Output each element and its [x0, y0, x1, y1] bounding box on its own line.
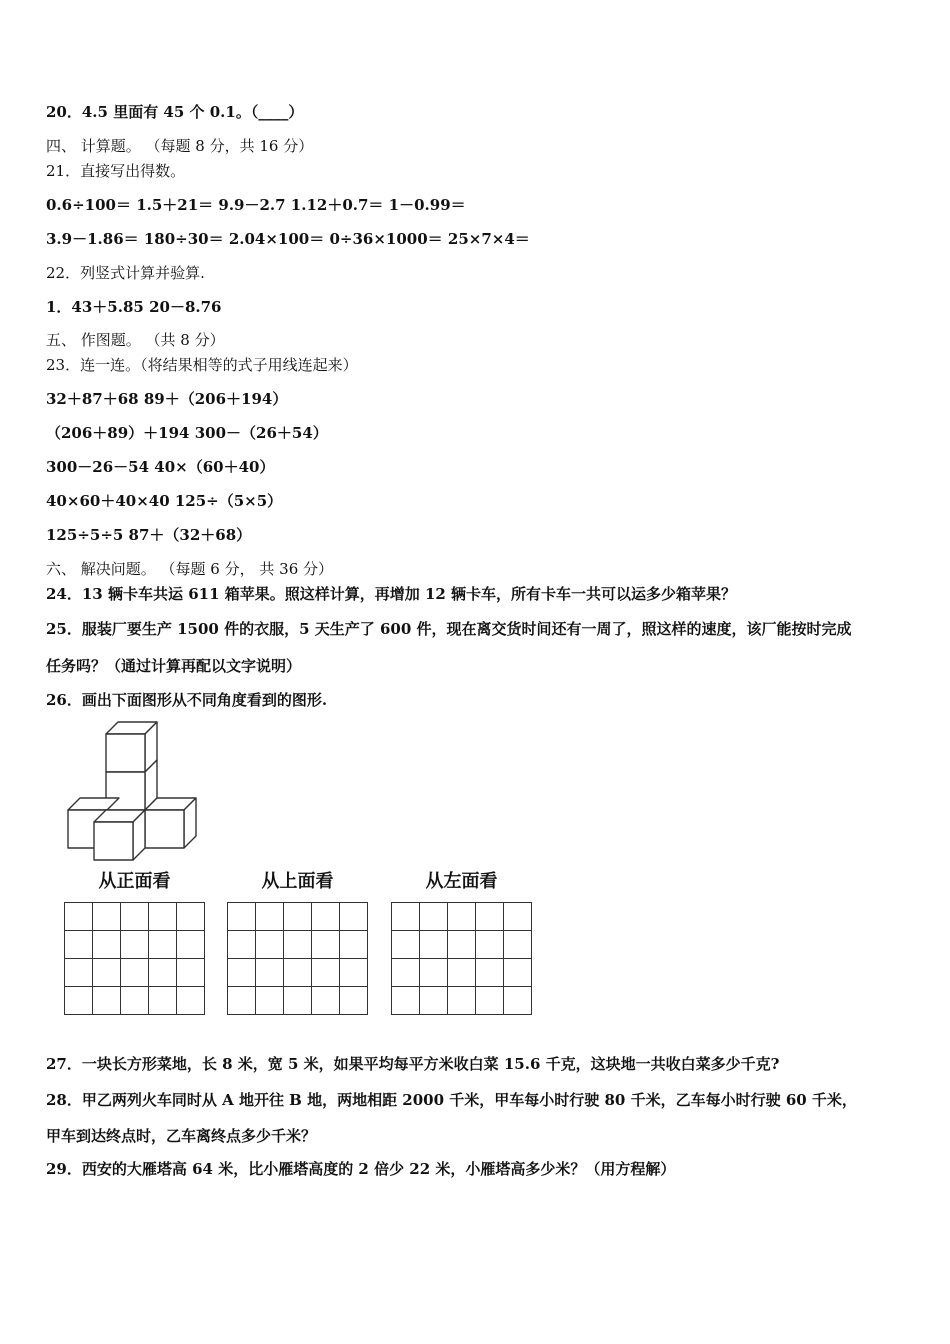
question-23-row-5: 125÷5÷5 87＋（32＋68）: [46, 526, 252, 544]
question-23-row-1: 32＋87＋68 89＋（206＋194）: [46, 390, 288, 408]
question-28-line-2: 甲车到达终点时，乙车离终点多少千米？: [46, 1127, 317, 1145]
top-view-grid[interactable]: [227, 870, 368, 1015]
left-view-grid[interactable]: [391, 870, 532, 1015]
question-25-line-2: 任务吗？（通过计算再配以文字说明）: [46, 657, 302, 675]
question-23-row-4: 40×60＋40×40 125÷（5×5）: [46, 492, 283, 510]
front-view-title: 从正面看: [98, 871, 171, 892]
section-4-heading: 四、 计算题。 （每题 8 分，共 16 分）: [46, 137, 314, 155]
section-5-heading: 五、 作图题。 （共 8 分）: [46, 331, 225, 349]
top-view-title: 从上面看: [261, 871, 334, 892]
cube-figure: [62, 718, 202, 868]
question-24: 24．13 辆卡车共运 611 箱苹果。照这样计算，再增加 12 辆卡车，所有卡车一共可以运多少箱苹果？: [46, 585, 737, 603]
question-27: 27．一块长方形菜地，长 8 米，宽 5 米，如果平均每平方米收白菜 15.6 千克，这块地一共收白菜多少千克?: [46, 1055, 780, 1073]
question-26: 26．画出下面图形从不同角度看到的图形.: [46, 691, 328, 709]
section-6-heading: 六、 解决问题。 （每题 6 分， 共 36 分）: [46, 560, 334, 578]
question-20: 20．4.5 里面有 45 个 0.1。（____）: [46, 103, 304, 121]
question-25-line-1: 25．服装厂要生产 1500 件的衣服，5 天生产了 600 件，现在离交货时间还有一周了，照这样的速度，该厂能按时完成: [46, 620, 852, 638]
question-21-row-2: 3.9－1.86＝ 180÷30＝ 2.04×100＝ 0÷36×1000＝ 25×7×4＝: [46, 230, 530, 248]
question-28-line-1: 28．甲乙两列火车同时从 A 地开往 B 地，两地相距 2000 千米，甲车每小时行驶 80 千米，乙车每小时行驶 60 千米，: [46, 1091, 857, 1109]
question-29: 29．西安的大雁塔高 64 米，比小雁塔高度的 2 倍少 22 米，小雁塔高多少米？（用方程解）: [46, 1160, 676, 1178]
question-21: 21．直接写出得数。: [46, 162, 186, 180]
question-22: 22．列竖式计算并验算.: [46, 264, 205, 282]
question-21-row-1: 0.6÷100＝ 1.5＋21＝ 9.9－2.7 1.12＋0.7＝ 1－0.99＝: [46, 196, 466, 214]
question-23-row-2: （206＋89）＋194 300－（26＋54）: [46, 424, 328, 442]
front-view-grid[interactable]: [64, 870, 205, 1015]
left-view-title: 从左面看: [425, 871, 498, 892]
question-22-row-1: 1．43＋5.85 20－8.76: [46, 298, 222, 316]
question-23: 23．连一连。（将结果相等的式子用线连起来）: [46, 356, 358, 374]
question-23-row-3: 300－26－54 40×（60＋40）: [46, 458, 275, 476]
